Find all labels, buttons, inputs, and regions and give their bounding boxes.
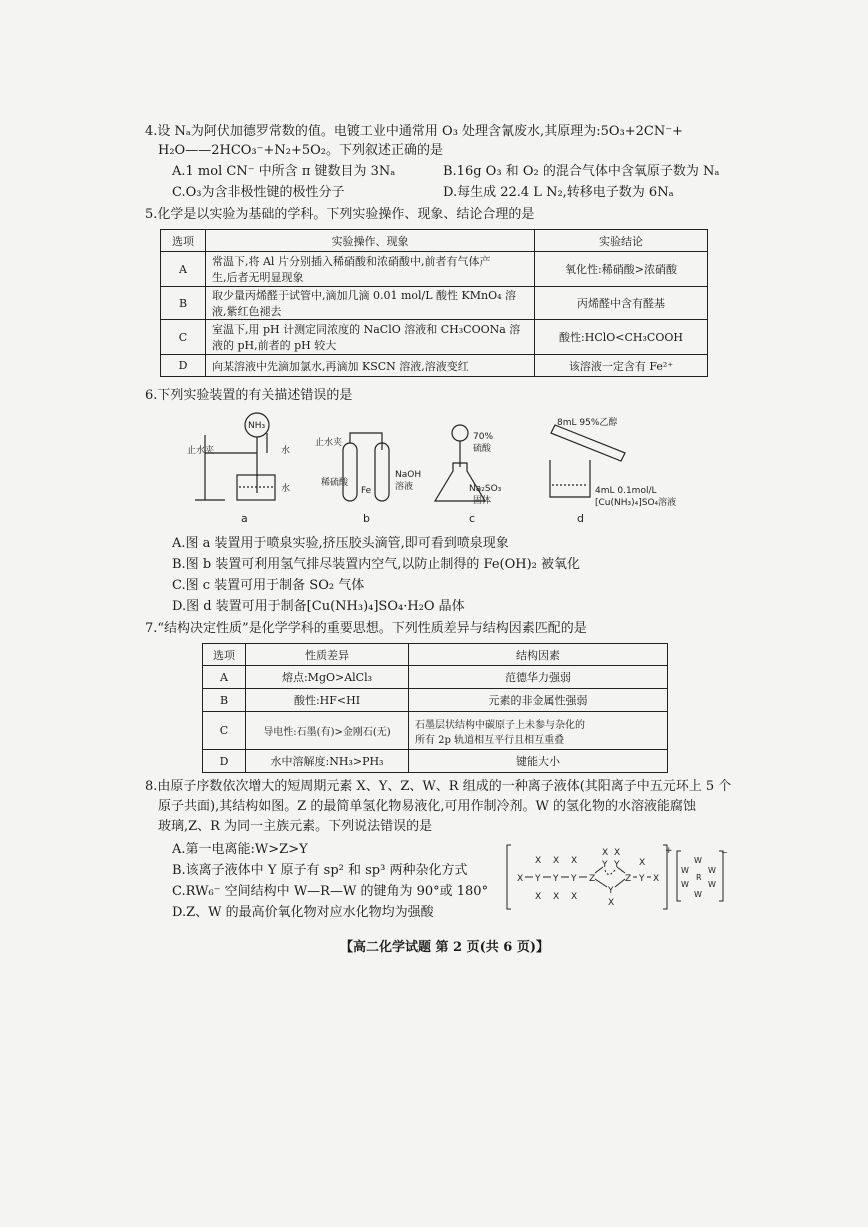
q7-row-c-option: C — [203, 712, 246, 750]
table-row — [203, 666, 668, 689]
q7-header-property: 性质差异 — [246, 644, 409, 666]
q5-row-c-option: C — [161, 320, 206, 355]
q7-row-a-reason: 范德华力强弱 — [409, 666, 668, 689]
q8-stem-line1: 8.由原子序数依次增大的短周期元素 X、Y、Z、W、R 组成的一种离子液体(其阳离子中五元环上 5 个 — [145, 779, 732, 794]
atom-x: X — [553, 892, 560, 902]
q8-option-b: B.该离子液体中 Y 原子有 sp² 和 sp³ 两种杂化方式 — [172, 863, 468, 878]
q7-row-c-reason — [409, 712, 668, 750]
q5-stem: 5.化学是以实验为基础的学科。下列实验操作、现象、结论合理的是 — [145, 207, 535, 222]
q7-row-b-reason: 元素的非金属性强弱 — [409, 689, 668, 712]
operation-line1: 取少量丙烯醛于试管中,滴加几滴 0.01 mol/L 酸性 KMnO₄ 溶 — [212, 289, 517, 302]
q7-header-option: 选项 — [203, 644, 246, 666]
figure-c — [435, 425, 502, 525]
ethanol-label: 8mL 95%乙醇 — [557, 418, 618, 428]
atom-w: W — [681, 866, 689, 875]
operation-line2: 液的 pH,前者的 pH 较大 — [212, 339, 337, 352]
table-row — [203, 689, 668, 712]
table-row — [203, 750, 668, 773]
figure-a-caption: a — [241, 512, 248, 525]
q7-row-c-property: 导电性:石墨(有)>金刚石(无) — [246, 712, 409, 750]
cation-structure — [507, 845, 673, 909]
q7-row-d-reason: 键能大小 — [409, 750, 668, 773]
q5-row-d-operation: 向某溶液中先滴加氯水,再滴加 KSCN 溶液,溶液变红 — [206, 355, 535, 377]
operation-line2: 生,后者无明显现象 — [212, 271, 304, 284]
acid-label-b: 稀硫酸 — [321, 478, 349, 488]
naoh-label: NaOH — [395, 470, 422, 480]
q4-option-b: B.16g O₃ 和 O₂ 的混合气体中含氧原子数为 Nₐ — [443, 164, 720, 179]
atom-w: W — [708, 880, 716, 889]
q4-option-c: C.O₃为含非极性键的极性分子 — [172, 185, 345, 200]
table-row — [161, 355, 708, 377]
atom-y: Y — [639, 874, 645, 884]
q6-option-b: B.图 b 装置可利用氢气排尽装置内空气,以防止制得的 Fe(OH)₂ 被氧化 — [172, 557, 581, 572]
q6-option-d: D.图 d 装置可用于制备[Cu(NH₃)₄]SO₄·H₂O 晶体 — [172, 599, 465, 614]
atom-y: Y — [571, 874, 577, 884]
figure-a — [187, 413, 290, 525]
table-row — [161, 252, 708, 287]
atom-y: Y — [535, 874, 541, 884]
q4-stem-line2: H₂O——2HCO₃⁻+N₂+5O₂。下列叙述正确的是 — [158, 143, 444, 158]
q8-option-d: D.Z、W 的最高价氧化物对应水化物均为强酸 — [172, 905, 434, 920]
q7-header-row — [203, 644, 668, 666]
q7-row-a-option: A — [203, 666, 246, 689]
solution-label-b: 溶液 — [395, 482, 414, 492]
atom-w: W — [694, 890, 702, 899]
operation-line1: 室温下,用 pH 计测定同浓度的 NaClO 溶液和 CH₃COONa 溶 — [212, 323, 521, 336]
clamp-label-b: 止水夹 — [315, 438, 343, 448]
fe-label: Fe — [361, 486, 372, 496]
q6-option-c: C.图 c 装置可用于制备 SO₂ 气体 — [172, 578, 365, 593]
funnel-icon — [452, 425, 468, 441]
q7-stem: 7.“结构决定性质”是化学学科的重要思想。下列性质差异与结构因素匹配的是 — [145, 621, 587, 636]
operation-line1: 常温下,将 Al 片分别插入稀硝酸和浓硝酸中,前者有气体产 — [212, 255, 491, 268]
atom-x: X — [517, 874, 524, 884]
nh3-label: NH₃ — [248, 421, 266, 431]
atom-x: X — [608, 898, 615, 908]
figure-b — [315, 433, 421, 525]
atom-w: W — [681, 880, 689, 889]
table-row — [203, 712, 668, 750]
atom-x: X — [639, 858, 646, 868]
solution-name-label: [Cu(NH₃)₄]SO₄溶液 — [595, 498, 677, 508]
reason-line1: 石墨层状结构中碳原子上未参与杂化的 — [415, 719, 585, 731]
atom-z: Z — [625, 874, 632, 884]
operation-line2: 液,紫红色褪去 — [212, 305, 282, 318]
atom-x: X — [553, 856, 560, 866]
atom-w: W — [694, 856, 702, 865]
cation-charge: + — [665, 846, 673, 856]
q5-row-c-operation — [206, 320, 535, 355]
q5-row-b-operation — [206, 287, 535, 320]
atom-x: X — [653, 874, 660, 884]
atom-x: X — [571, 892, 578, 902]
q5-header-option: 选项 — [161, 230, 206, 252]
atom-x: X — [614, 848, 621, 858]
figure-b-caption: b — [363, 512, 370, 525]
atom-y: Y — [553, 874, 559, 884]
q5-table — [160, 229, 708, 377]
q6-apparatus-figures — [185, 405, 715, 530]
q8-stem-line3: 玻璃,Z、R 为同一主族元素。下列说法错误的是 — [158, 819, 433, 834]
q5-row-c-conclusion: 酸性:HClO<CH₃COOH — [535, 320, 708, 355]
q4-option-d: D.每生成 22.4 L N₂,转移电子数为 6Nₐ — [443, 185, 674, 200]
q7-row-b-option: B — [203, 689, 246, 712]
q7-row-d-option: D — [203, 750, 246, 773]
q7-row-a-property: 熔点:MgO>AlCl₃ — [246, 666, 409, 689]
atom-y: Y — [614, 860, 620, 870]
q5-row-b-conclusion: 丙烯醛中含有醛基 — [535, 287, 708, 320]
table-row — [161, 287, 708, 320]
atom-w: W — [708, 866, 716, 875]
q7-table — [202, 643, 668, 773]
acid-label-c: 硫酸 — [473, 444, 492, 454]
q8-option-a: A.第一电离能:W>Z>Y — [172, 842, 308, 857]
q5-row-a-option: A — [161, 252, 206, 287]
table-row — [161, 320, 708, 355]
q7-row-b-property: 酸性:HF<HI — [246, 689, 409, 712]
figure-c-caption: c — [469, 512, 476, 525]
q6-stem: 6.下列实验装置的有关描述错误的是 — [145, 388, 353, 403]
ionic-liquid-structure — [505, 843, 730, 913]
figure-d-caption: d — [577, 512, 584, 525]
anion-charge: − — [721, 848, 728, 857]
q7-header-reason: 结构因素 — [409, 644, 668, 666]
figure-d — [550, 416, 676, 525]
atom-x: X — [602, 848, 609, 858]
q5-row-d-option: D — [161, 355, 206, 377]
q8-option-c: C.RW₆⁻ 空间结构中 W—R—W 的键角为 90°或 180° — [172, 884, 489, 899]
solution-conc-label: 4mL 0.1mol/L — [595, 486, 657, 496]
atom-y: Y — [608, 886, 614, 896]
atom-z: Z — [589, 874, 596, 884]
clamp-label-a: 止水夹 — [187, 446, 215, 456]
q5-header-operation: 实验操作、现象 — [206, 230, 535, 252]
q5-row-a-conclusion: 氧化性:稀硝酸>浓硝酸 — [535, 252, 708, 287]
atom-x: X — [571, 856, 578, 866]
q4-option-a: A.1 mol CN⁻ 中所含 π 键数目为 3Nₐ — [172, 164, 396, 179]
q4-stem-line1: 4.设 Nₐ为阿伏加德罗常数的值。电镀工业中通常用 O₃ 处理含氰废水,其原理为:5O₃+2CN⁻+ — [145, 124, 683, 139]
page-footer: 【高二化学试题 第 2 页(共 6 页)】 — [340, 940, 550, 955]
atom-x: X — [535, 856, 542, 866]
q5-row-a-operation — [206, 252, 535, 287]
q5-row-b-option: B — [161, 287, 206, 320]
atom-x: X — [535, 892, 542, 902]
water-label-1: 水 — [281, 446, 291, 456]
solid-label: 固体 — [473, 496, 492, 506]
q6-option-a: A.图 a 装置用于喷泉实验,挤压胶头滴管,即可看到喷泉现象 — [172, 536, 509, 551]
q7-row-d-property: 水中溶解度:NH₃>PH₃ — [246, 750, 409, 773]
q5-header-conclusion: 实验结论 — [535, 230, 708, 252]
atom-y: Y — [602, 860, 608, 870]
reason-line2: 所有 2p 轨道相互平行且相互重叠 — [415, 734, 565, 746]
atom-r: R — [696, 873, 702, 882]
q5-row-d-conclusion: 该溶液一定含有 Fe²⁺ — [535, 355, 708, 377]
salt-label: Na₂SO₃ — [469, 484, 502, 494]
water-label-2: 水 — [281, 484, 291, 494]
anion-structure — [677, 848, 728, 901]
concentration-label: 70% — [473, 432, 494, 442]
q5-header-row — [161, 230, 708, 252]
q8-stem-line2: 原子共面),其结构如图。Z 的最简单氢化物易液化,可用作制冷剂。W 的氢化物的水溶液能腐蚀 — [158, 799, 696, 814]
